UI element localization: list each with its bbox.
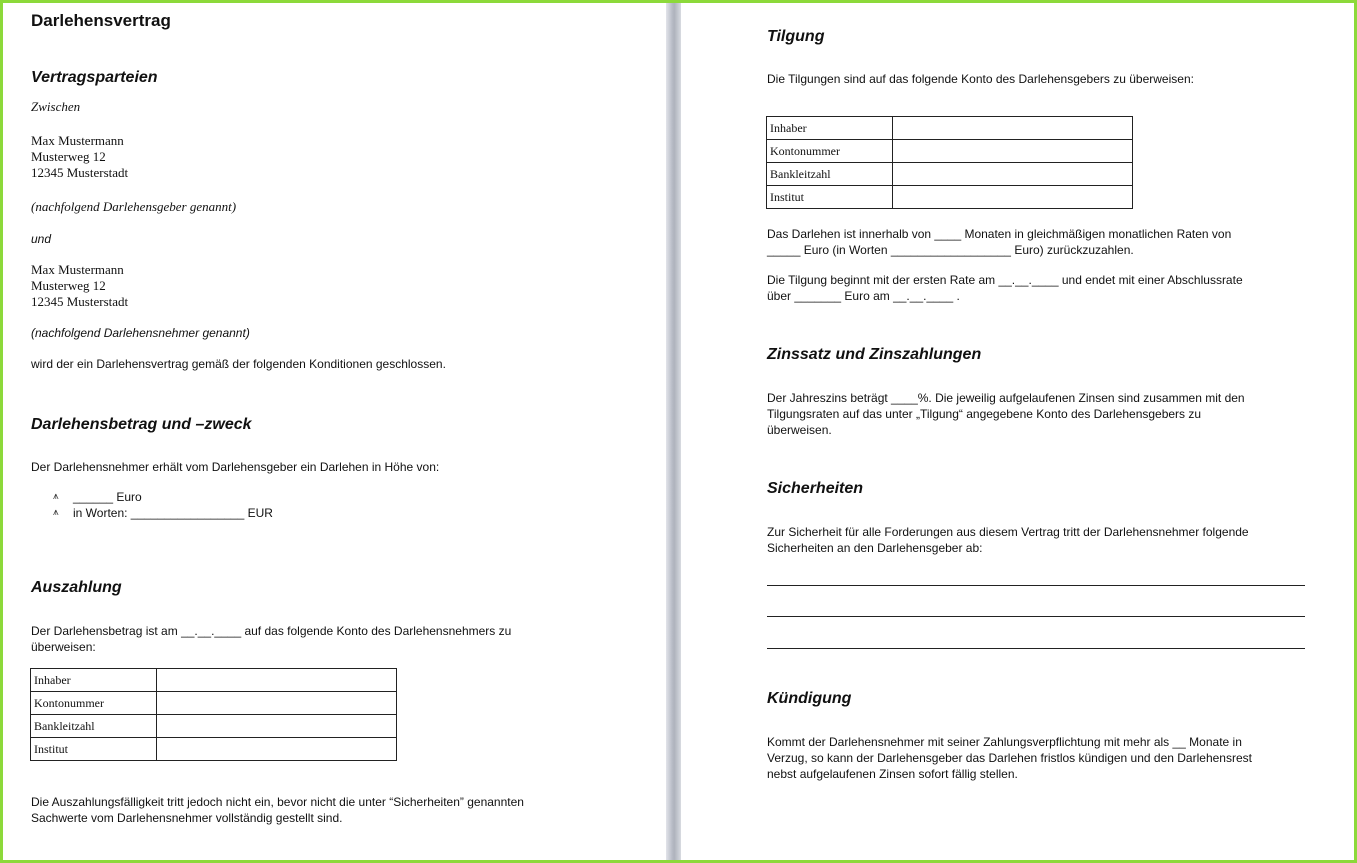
signature-blank-line	[767, 648, 1305, 649]
tilgung-p1-line1: Das Darlehen ist innerhalb von ____ Monaten in gleichmäßigen monatlichen Raten von	[767, 227, 1232, 241]
zins-line3: überweisen.	[767, 423, 832, 437]
table-label: Institut	[767, 186, 893, 209]
table-value-cell	[893, 163, 1133, 186]
signature-blank-line	[767, 585, 1305, 586]
table-row	[767, 163, 1133, 186]
party2-name: Max Mustermann	[31, 262, 124, 277]
auszahlung-account-table	[30, 668, 397, 761]
heading-zinssatz: Zinssatz und Zinszahlungen	[767, 346, 982, 363]
sicherheiten-line1: Zur Sicherheit für alle Forderungen aus diesem Vertrag tritt der Darlehensnehmer folgende	[767, 525, 1249, 539]
document-page-left	[3, 3, 666, 860]
table-value-cell	[893, 186, 1133, 209]
betrag-text: Der Darlehensnehmer erhält vom Darlehensgeber ein Darlehen in Höhe von:	[31, 460, 440, 474]
text-und: und	[31, 232, 52, 246]
tilgung-p2-line2: über _______ Euro am __.__.____ .	[767, 289, 960, 303]
table-label: Bankleitzahl	[767, 163, 893, 186]
table-row	[767, 117, 1133, 140]
document-page-right	[681, 3, 1354, 860]
zins-line1: Der Jahreszins beträgt ____%. Die jeweilig aufgelaufenen Zinsen sind zusammen mit den	[767, 391, 1245, 405]
kuendigung-line3: nebst aufgelaufenen Zinsen sofort fällig stellen.	[767, 767, 1018, 781]
heading-auszahlung: Auszahlung	[31, 579, 122, 596]
tilgung-p2-line1: Die Tilgung beginnt mit der ersten Rate am __.__.____ und endet mit einer Abschlussrate	[767, 273, 1243, 287]
auszahlung-note-line2: Sachwerte vom Darlehensnehmer vollständig gestellt sind.	[31, 811, 343, 825]
bullet-icon: ⩚	[53, 491, 59, 502]
heading-vertragsparteien: Vertragsparteien	[31, 69, 158, 86]
text-zwischen: Zwischen	[31, 99, 81, 114]
table-row	[31, 669, 397, 692]
bullet-icon: ⩚	[53, 507, 59, 518]
betrag-bullet-worten: in Worten: _________________ EUR	[73, 506, 273, 520]
table-label: Bankleitzahl	[31, 715, 157, 738]
heading-tilgung: Tilgung	[767, 28, 825, 45]
auszahlung-text-line1: Der Darlehensbetrag ist am __.__.____ auf das folgende Konto des Darlehensnehmers zu	[31, 624, 512, 638]
zins-line2: Tilgungsraten auf das unter „Tilgung“ angegebene Konto des Darlehensgebers zu	[767, 407, 1202, 421]
party2-street: Musterweg 12	[31, 278, 106, 293]
table-value-cell	[157, 692, 397, 715]
tilgung-account-table	[766, 116, 1133, 209]
table-label: Kontonummer	[31, 692, 157, 715]
table-value-cell	[157, 738, 397, 761]
kuendigung-line2: Verzug, so kann der Darlehensgeber das Darlehen fristlos kündigen und den Darlehensrest	[767, 751, 1252, 765]
party1-name: Max Mustermann	[31, 133, 124, 148]
signature-blank-line	[767, 616, 1305, 617]
page-divider	[666, 3, 681, 860]
table-label: Institut	[31, 738, 157, 761]
party1-role: (nachfolgend Darlehensgeber genannt)	[31, 199, 237, 214]
table-label: Inhaber	[767, 117, 893, 140]
sicherheiten-line2: Sicherheiten an den Darlehensgeber ab:	[767, 541, 983, 555]
auszahlung-text-line2: überweisen:	[31, 640, 96, 654]
document-title: Darlehensvertrag	[31, 11, 171, 30]
parteien-closing: wird der ein Darlehensvertrag gemäß der folgenden Konditionen geschlossen.	[31, 357, 446, 371]
table-value-cell	[893, 140, 1133, 163]
table-value-cell	[893, 117, 1133, 140]
heading-kuendigung: Kündigung	[767, 690, 852, 707]
auszahlung-note-line1: Die Auszahlungsfälligkeit tritt jedoch nicht ein, bevor nicht die unter “Sicherheiten” genannten	[31, 795, 524, 809]
table-row	[31, 738, 397, 761]
table-value-cell	[157, 669, 397, 692]
heading-darlehensbetrag: Darlehensbetrag und –zweck	[31, 416, 252, 433]
table-row	[31, 715, 397, 738]
heading-sicherheiten: Sicherheiten	[767, 480, 864, 497]
table-row	[767, 186, 1133, 209]
party1-city: 12345 Musterstadt	[31, 165, 129, 180]
table-row	[31, 692, 397, 715]
kuendigung-line1: Kommt der Darlehensnehmer mit seiner Zahlungsverpflichtung mit mehr als __ Monate in	[767, 735, 1242, 749]
table-row	[767, 140, 1133, 163]
tilgung-p1-line2: _____ Euro (in Worten __________________ Euro) zurückzuzahlen.	[767, 243, 1134, 257]
table-label: Inhaber	[31, 669, 157, 692]
party2-role: (nachfolgend Darlehensnehmer genannt)	[31, 326, 250, 340]
party1-street: Musterweg 12	[31, 149, 106, 164]
table-value-cell	[157, 715, 397, 738]
tilgung-text: Die Tilgungen sind auf das folgende Konto des Darlehensgebers zu überweisen:	[767, 72, 1194, 86]
table-label: Kontonummer	[767, 140, 893, 163]
party2-city: 12345 Musterstadt	[31, 294, 129, 309]
betrag-bullet-euro: ______ Euro	[73, 490, 142, 504]
